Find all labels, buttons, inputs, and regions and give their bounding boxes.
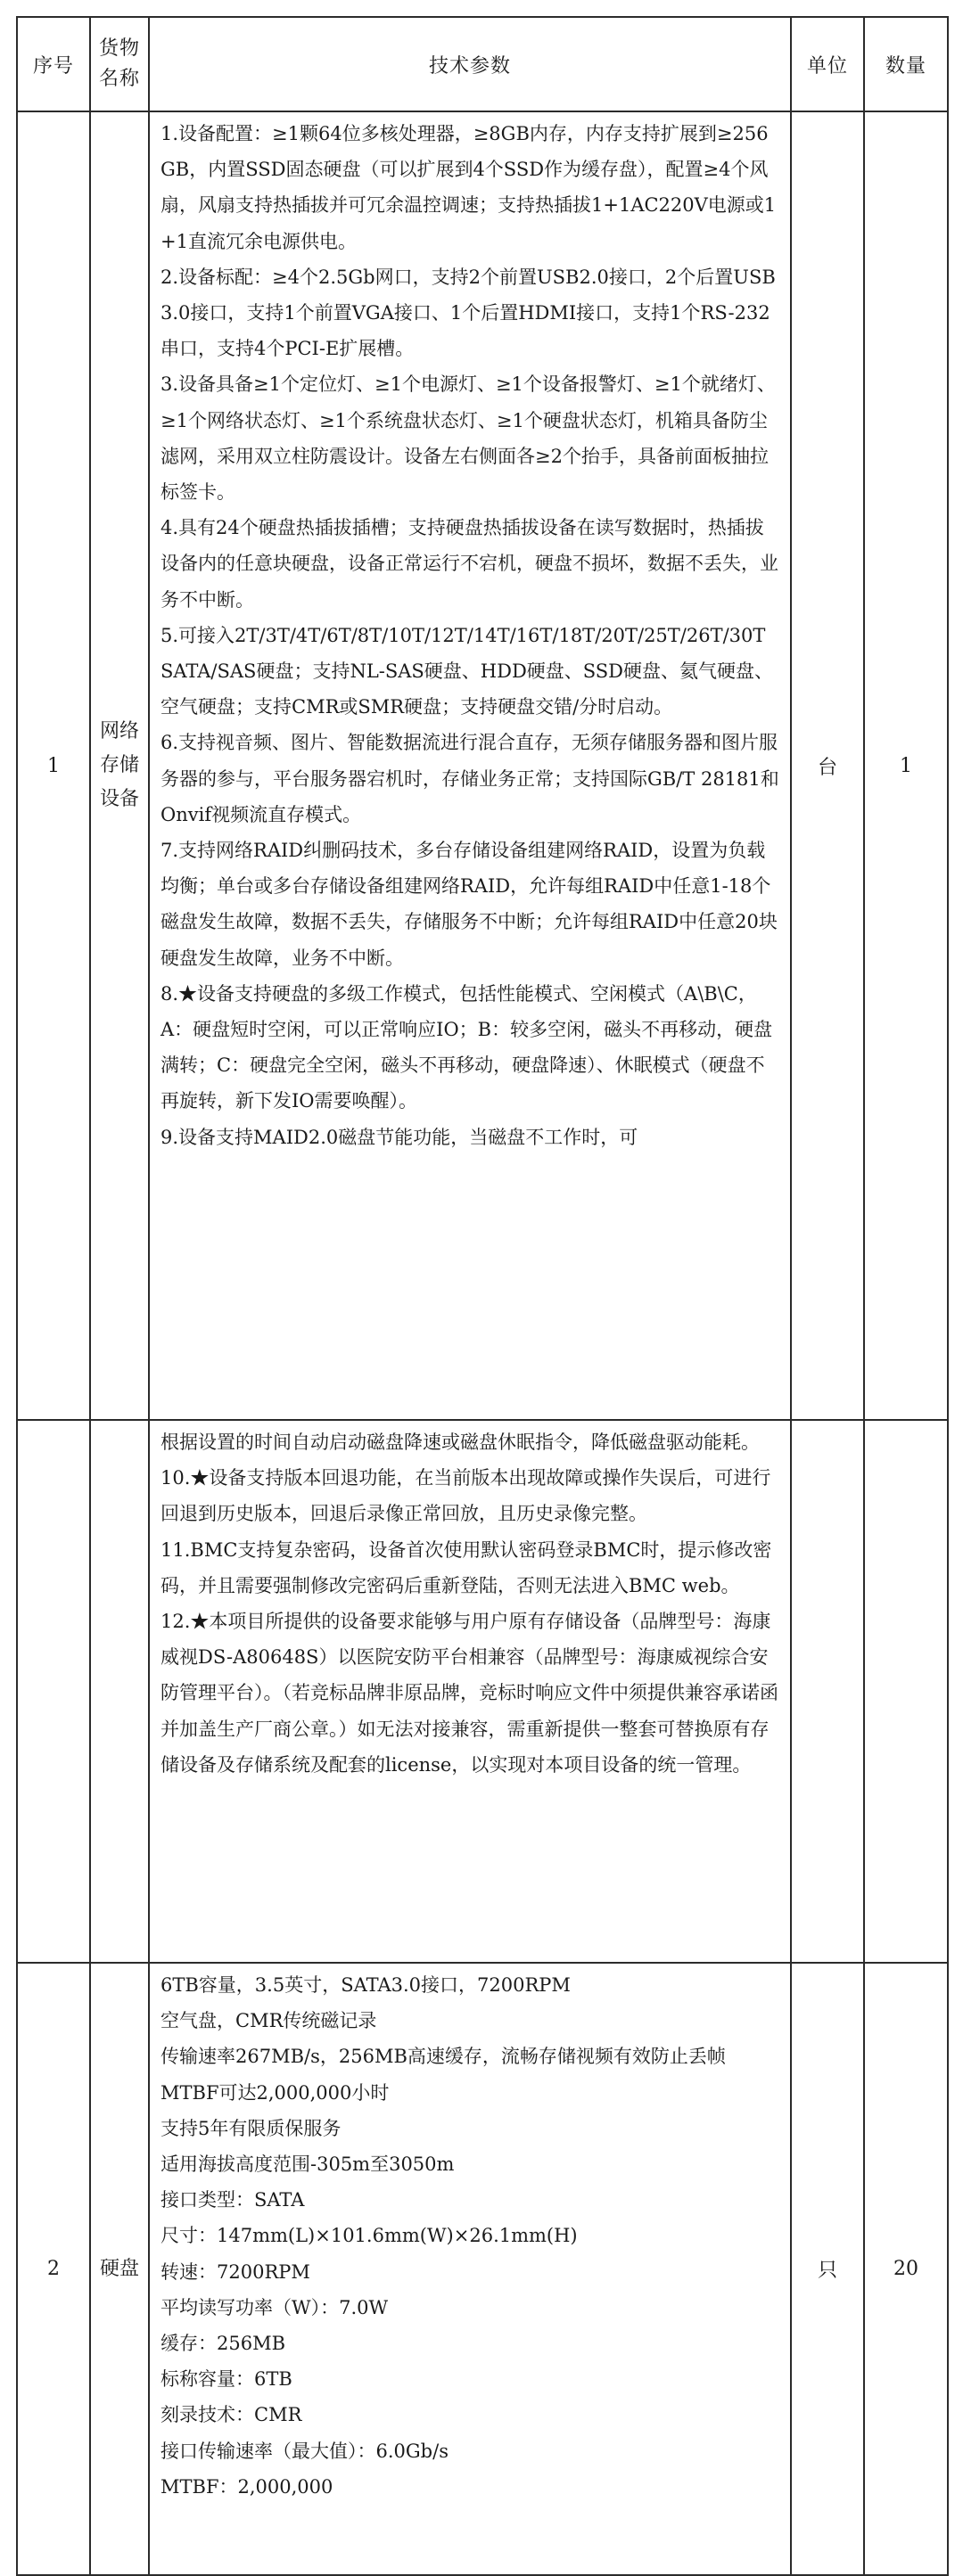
row-unit: 只 [791, 1963, 864, 2575]
header-serial-number: 序号 [17, 17, 90, 111]
row-unit [791, 1420, 864, 1963]
spec-item: 接口传输速率（最大值）：6.0Gb/s [160, 2440, 449, 2462]
spec-item: 平均读写功率（W）：7.0W [160, 2296, 389, 2318]
spec-item: 缓存：256MB [160, 2333, 286, 2355]
spec-item: 6.支持视音频、图片、智能数据流进行混合直存，无须存储服务器和图片服务器的参与，平台服务器宕机时，存储业务正常；支持国际GB/T 28181和Onvif视频流直存模式。 [160, 732, 779, 825]
row-technical-parameters [149, 1420, 791, 1963]
header-technical-parameters: 技术参数 [149, 17, 791, 111]
row-quantity: 1 [864, 111, 948, 1420]
spec-item: 转速：7200RPM [160, 2260, 310, 2283]
row-serial-number: 1 [17, 111, 90, 1420]
table-row [17, 1420, 948, 1963]
row-goods-name [90, 1420, 149, 1963]
header-quantity: 数量 [864, 17, 948, 111]
header-unit: 单位 [791, 17, 864, 111]
header-goods-name: 货物名称 [90, 17, 149, 111]
row-technical-parameters [149, 111, 791, 1420]
table-header-row [17, 17, 948, 111]
spec-item: 6TB容量，3.5英寸，SATA3.0接口，7200RPM [160, 1974, 571, 1996]
spec-item: 2.设备标配：≥4个2.5Gb网口，支持2个前置USB2.0接口，2个后置USB3.0接口，支持1个前置VGA接口、1个后置HDMI接口，支持1个RS-232串口，支持4个PCI-E扩展槽。 [160, 266, 776, 360]
spec-item: MTBF可达2,000,000小时 [160, 2081, 390, 2104]
spec-item: 根据设置的时间自动启动磁盘降速或磁盘休眠指令，降低磁盘驱动能耗。 [160, 1432, 760, 1453]
row-serial-number: 2 [17, 1963, 90, 2575]
spec-item: 适用海拔高度范围-305m至3050m [160, 2154, 455, 2176]
spec-item: 5.可接入2T/3T/4T/6T/8T/10T/12T/14T/16T/18T/20T/25T/26T/30T SATA/SAS硬盘；支持NL-SAS硬盘、HDD硬盘、SSD硬盘、氦气硬盘、空气硬盘；支持CMR或SMR硬盘；支持硬盘交错/分时启动。 [160, 624, 774, 718]
table-row [17, 1963, 948, 2575]
spec-item: MTBF：2,000,000 [160, 2475, 333, 2498]
spec-item: 空气盘，CMR传统磁记录 [160, 2010, 377, 2032]
spec-item: 11.BMC支持复杂密码，设备首次使用默认密码登录BMC时，提示修改密码，并且需要强制修改完密码后重新登陆，否则无法进入BMC web。 [160, 1538, 772, 1596]
spec-item: 7.支持网络RAID纠删码技术，多台存储设备组建网络RAID，设置为负载均衡；单台或多台存储设备组建网络RAID，允许每组RAID中任意1-18个磁盘发生故障，数据不丢失，存储服务不中断；允许每组RAID中任意20块硬盘发生故障，业务不中断。 [160, 840, 778, 969]
spec-item: 3.设备具备≥1个定位灯、≥1个电源灯、≥1个设备报警灯、≥1个就绪灯、≥1个网络状态灯、≥1个系统盘状态灯、≥1个硬盘状态灯，机箱具备防尘滤网，采用双立柱防震设计。设备左右侧面各≥2个抬手，具备前面板抽拉标签卡。 [160, 373, 776, 504]
spec-item: 12.★本项目所提供的设备要求能够与用户原有存储设备（品牌型号：海康威视DS-A80648S）以医院安防平台相兼容（品牌型号：海康威视综合安防管理平台）。（若竞标品牌非原品牌，竞标时响应文件中须提供兼容承诺函并加盖生产厂商公章。）如无法对接兼容，需重新提供一整套可替换原有存储设备及存储系统及配套的license，以实现对本项目设备的统一管理。 [160, 1611, 778, 1776]
table-row [17, 111, 948, 1420]
spec-item: 支持5年有限质保服务 [160, 2117, 342, 2139]
spec-item: 10.★设备支持版本回退功能，在当前版本出现故障或操作失误后，可进行回退到历史版本，回退后录像正常回放，且历史录像完整。 [160, 1467, 771, 1525]
row-quantity [864, 1420, 948, 1963]
spec-item: 传输速率267MB/s，256MB高速缓存，流畅存储视频有效防止丢帧 [160, 2046, 726, 2068]
spec-item: 1.设备配置：≥1颗64位多核处理器，≥8GB内存，内存支持扩展到≥256GB，内置SSD固态硬盘（可以扩展到4个SSD作为缓存盘），配置≥4个风扇，风扇支持热插拔并可冗余温控调速；支持热插拔1+1AC220V电源或1+1直流冗余电源供电。 [160, 123, 777, 252]
spec-item: 刻录技术：CMR [160, 2404, 302, 2426]
row-technical-parameters [149, 1963, 791, 2575]
spec-item: 8.★设备支持硬盘的多级工作模式，包括性能模式、空闲模式（A\B\C，A：硬盘短时空闲，可以正常响应IO；B：较多空闲，磁头不再移动，硬盘满转；C：硬盘完全空闲，磁头不再移动，硬盘降速）、休眠模式（硬盘不再旋转，新下发IO需要唤醒）。 [160, 982, 773, 1112]
row-quantity: 20 [864, 1963, 948, 2575]
row-goods-name: 硬盘 [90, 1963, 149, 2575]
spec-item: 4.具有24个硬盘热插拔插槽；支持硬盘热插拔设备在读写数据时，热插拔设备内的任意块硬盘，设备正常运行不宕机，硬盘不损坏，数据不丢失，业务不中断。 [160, 517, 778, 611]
spec-item: 标称容量：6TB [160, 2368, 292, 2391]
spec-item: 接口类型：SATA [160, 2189, 305, 2211]
procurement-spec-table [16, 16, 949, 2576]
spec-item: 尺寸：147mm(L)×101.6mm(W)×26.1mm(H) [160, 2225, 578, 2247]
row-unit: 台 [791, 111, 864, 1420]
row-serial-number [17, 1420, 90, 1963]
row-goods-name: 网络存储设备 [90, 111, 149, 1420]
spec-item: 9.设备支持MAID2.0磁盘节能功能，当磁盘不工作时，可 [160, 1126, 638, 1148]
